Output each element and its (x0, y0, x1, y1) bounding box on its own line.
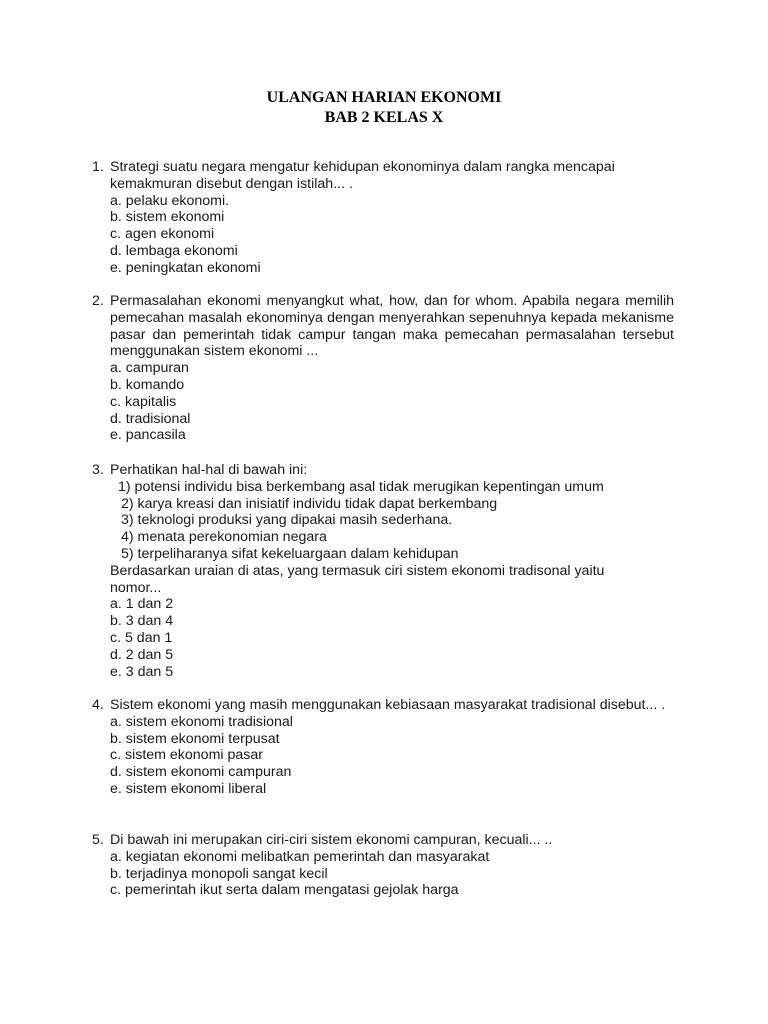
question-2 (92, 293, 674, 444)
question-number: 3. (92, 462, 104, 478)
question-text: Permasalahan ekonomi menyangkut what, how, dan for whom. Apabila negara memilih pemecahan masalah ekonominya dengan menyerahkan sepenuhnya kepada mekanisme pasar dan pemerintah tidak campur tangan maka pemecahan permasalahan tersebut menggunakan sistem ekonomi ... (110, 293, 674, 360)
option-b: b. sistem ekonomi terpusat (110, 730, 280, 747)
question-text-line: Berdasarkan uraian di atas, yang termasuk ciri sistem ekonomi tradisonal yaitu (110, 562, 605, 579)
option-a: a. kegiatan ekonomi melibatkan pemerintah dan masyarakat (110, 848, 490, 865)
statement-item: 3) teknologi produksi yang dipakai masih sederhana. (121, 512, 453, 529)
option-e: e. pancasila (110, 427, 186, 444)
option-a: a. 1 dan 2 (110, 596, 174, 613)
question-5 (92, 832, 674, 899)
question-number: 2. (92, 293, 104, 309)
document-subtitle: BAB 2 KELAS X (324, 109, 444, 126)
question-text: Sistem ekonomi yang masih menggunakan kebiasaan masyarakat tradisional disebut... . (110, 697, 666, 713)
answer-options (110, 596, 674, 680)
option-c: c. agen ekonomi (110, 226, 215, 243)
question-3 (92, 462, 674, 680)
statement-item: 5) terpeliharanya sifat kekeluargaan dalam kehidupan (121, 545, 459, 562)
option-d: d. tradisional (110, 410, 191, 427)
question-text-line: nomor... (110, 579, 162, 596)
answer-options (110, 849, 674, 899)
question-number: 5. (92, 832, 104, 848)
option-c: c. kapitalis (110, 393, 177, 410)
option-c: c. pemerintah ikut serta dalam mengatasi gejolak harga (110, 882, 459, 899)
option-b: b. komando (110, 376, 185, 393)
option-d: d. lembaga ekonomi (110, 242, 238, 259)
option-b: b. 3 dan 4 (110, 613, 174, 630)
option-d: d. 2 dan 5 (110, 646, 174, 663)
option-b: b. sistem ekonomi (110, 209, 225, 226)
option-a: a. campuran (110, 360, 189, 377)
question-text: Di bawah ini merupakan ciri-ciri sistem ekonomi campuran, kecuali... .. (110, 832, 553, 848)
document-title: ULANGAN HARIAN EKONOMI (266, 89, 502, 106)
option-e: e. 3 dan 5 (110, 663, 174, 680)
statement-list (110, 479, 674, 563)
answer-options (110, 360, 674, 444)
answer-options (110, 714, 674, 798)
statement-item: 1) potensi individu bisa berkembang asal tidak merugikan kepentingan umum (118, 478, 604, 495)
option-b: b. terjadinya monopoli sangat kecil (110, 865, 328, 882)
question-text-line: Strategi suatu negara mengatur kehidupan ekonominya dalam rangka mencapai (110, 159, 615, 175)
option-d: d. sistem ekonomi campuran (110, 764, 292, 781)
option-e: e. sistem ekonomi liberal (110, 780, 267, 797)
question-4 (92, 697, 674, 798)
option-c: c. sistem ekonomi pasar (110, 747, 263, 764)
question-text-line: kemakmuran disebut dengan istilah... . (110, 175, 353, 192)
question-number: 4. (92, 697, 104, 713)
option-e: e. peningkatan ekonomi (110, 259, 261, 276)
option-a: a. sistem ekonomi tradisional (110, 713, 293, 730)
statement-item: 4) menata perekonomian negara (121, 529, 327, 546)
option-c: c. 5 dan 1 (110, 629, 173, 646)
option-a: a. pelaku ekonomi. (110, 192, 230, 209)
question-number: 1. (92, 159, 104, 175)
question-intro: Perhatikan hal-hal di bawah ini: (110, 462, 308, 478)
answer-options (110, 193, 674, 277)
question-1 (92, 159, 674, 277)
statement-item: 2) karya kreasi dan inisiatif individu tidak dapat berkembang (121, 495, 498, 512)
